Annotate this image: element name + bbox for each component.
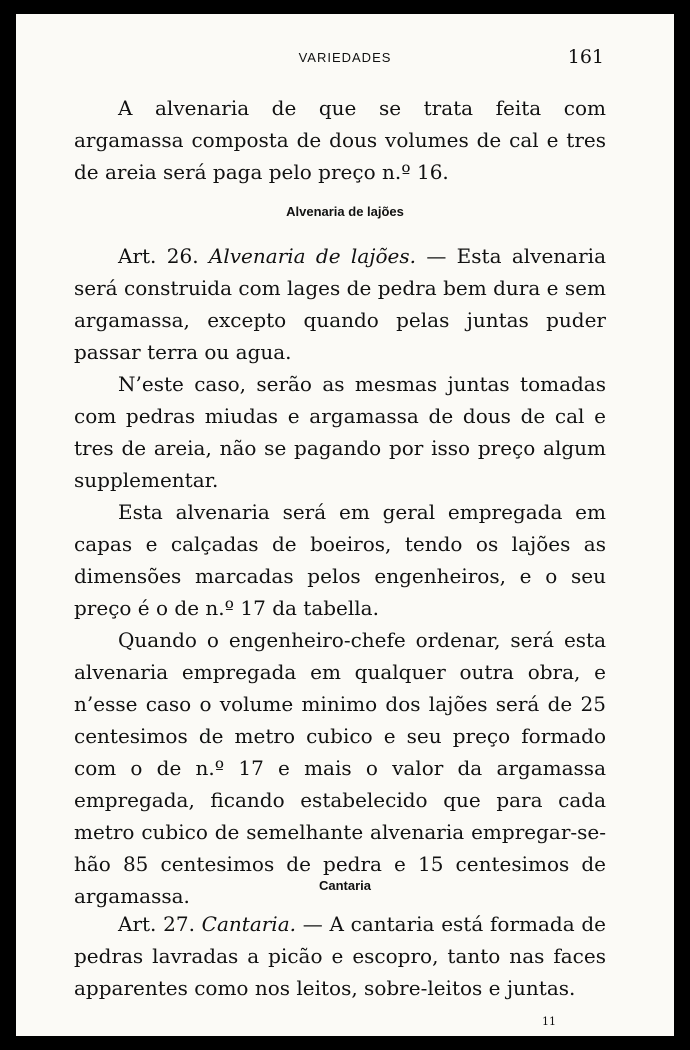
- section-art-26: [74, 240, 606, 912]
- article-26-paragraph: [74, 240, 606, 368]
- section-art-27: [74, 908, 606, 1004]
- article-title: Alvenaria de lajões.: [208, 244, 416, 268]
- subheading-alvenaria-de-lajoes: Alvenaria de lajões: [286, 204, 404, 219]
- running-head: VARIEDADES: [298, 50, 392, 65]
- article-body: — Esta alvenaria será construida com lages de pedra bem dura e sem argamassa, excepto quando pelas juntas puder passar terra ou agua.: [74, 244, 606, 364]
- paragraph: Esta alvenaria será em geral empregada em capas e calçadas de boeiros, tendo os lajões as dimensões marcadas pelos engenheiros, e o seu preço é o de n.º 17 da tabella.: [74, 500, 606, 620]
- section-alvenaria-intro: [74, 92, 606, 188]
- page-number: 161: [567, 46, 604, 68]
- article-label: Art. 27.: [118, 912, 195, 936]
- paragraph: A alvenaria de que se trata feita com argamassa composta de dous volumes de cal e tres de areia será paga pelo preço n.º 16.: [74, 96, 606, 184]
- page-header: [16, 46, 674, 70]
- printer-signature: 11: [542, 1015, 556, 1028]
- article-title: Cantaria.: [201, 912, 296, 936]
- book-page: [16, 14, 674, 1036]
- paragraph: N’este caso, serão as mesmas juntas tomadas com pedras miudas e argamassa de dous de cal e tres de areia, não se pagando por isso preço algum supplementar.: [74, 372, 606, 492]
- article-label: Art. 26.: [118, 244, 199, 268]
- article-body: — A cantaria está formada de pedras lavradas a picão e escopro, tanto nas faces apparentes como nos leitos, sobre-leitos e juntas.: [74, 912, 606, 1000]
- paragraph: Quando o engenheiro-chefe ordenar, será esta alvenaria empregada em qualquer outra obra, e n’esse caso o volume minimo dos lajões será de 25 centesimos de metro cubico e seu preço formado com o de n.º 17 e mais o valor da argamassa empregada, ficando estabelecido que para cada metro cubico de semelhante alvenaria empregar-se-hão 85 centesimos de pedra e 15 centesimos de argamassa.: [74, 628, 606, 908]
- subheading-cantaria: Cantaria: [318, 878, 372, 893]
- article-27-paragraph: [74, 908, 606, 1004]
